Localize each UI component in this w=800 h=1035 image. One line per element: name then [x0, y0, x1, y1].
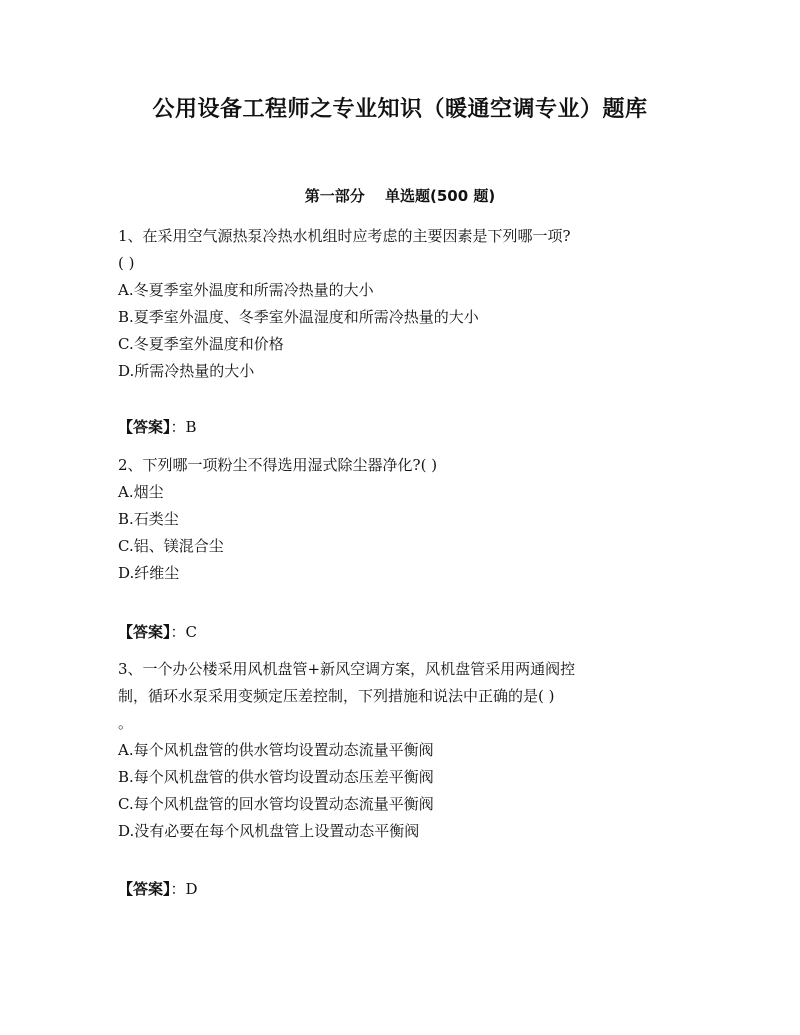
option-c: C.铝、镁混合尘 — [118, 537, 224, 555]
question-2 — [118, 452, 437, 587]
question-1 — [118, 223, 571, 385]
option-d: D.没有必要在每个风机盘管上设置动态平衡阀 — [118, 822, 420, 840]
option-c: C.每个风机盘管的回水管均设置动态流量平衡阀 — [118, 795, 434, 813]
question-stem-line: 2、下列哪一项粉尘不得选用湿式除尘器净化?( ) — [118, 456, 438, 474]
answer-value: ：B — [170, 418, 197, 436]
answer-value: ：D — [170, 880, 198, 898]
question-stem-line: ( ) — [118, 254, 135, 272]
question-stem-line: 1、在采用空气源热泵冷热水机组时应考虑的主要因素是下列哪一项? — [118, 227, 571, 245]
answer-label: 【答案】 — [118, 880, 171, 898]
option-c: C.冬夏季室外温度和价格 — [118, 335, 284, 353]
answer-label: 【答案】 — [118, 623, 171, 641]
question-stem-line: 3、一个办公楼采用风机盘管+新风空调方案，风机盘管采用两通阀控 — [118, 660, 576, 678]
option-a: A.每个风机盘管的供水管均设置动态流量平衡阀 — [118, 741, 434, 759]
document-title: 公用设备工程师之专业知识（暖通空调专业）题库 — [152, 97, 648, 122]
question-3 — [118, 656, 575, 845]
question-stem-line: 。 — [118, 714, 134, 732]
answer-2 — [118, 621, 197, 642]
option-b: B.夏季室外温度、冬季室外温湿度和所需冷热量的大小 — [118, 308, 479, 326]
option-a: A.冬夏季室外温度和所需冷热量的大小 — [118, 281, 374, 299]
answer-value: ：C — [170, 623, 197, 641]
option-a: A.烟尘 — [118, 483, 164, 501]
question-stem-line: 制，循环水泵采用变频定压差控制，下列措施和说法中正确的是( ) — [118, 687, 555, 705]
option-b: B.每个风机盘管的供水管均设置动态压差平衡阀 — [118, 768, 434, 786]
option-d: D.所需冷热量的大小 — [118, 362, 255, 380]
option-d: D.纤维尘 — [118, 564, 180, 582]
answer-label: 【答案】 — [118, 418, 171, 436]
section-heading: 第一部分 单选题(500 题) — [304, 187, 496, 205]
answer-1 — [118, 416, 197, 437]
answer-3 — [118, 878, 198, 899]
option-b: B.石类尘 — [118, 510, 179, 528]
